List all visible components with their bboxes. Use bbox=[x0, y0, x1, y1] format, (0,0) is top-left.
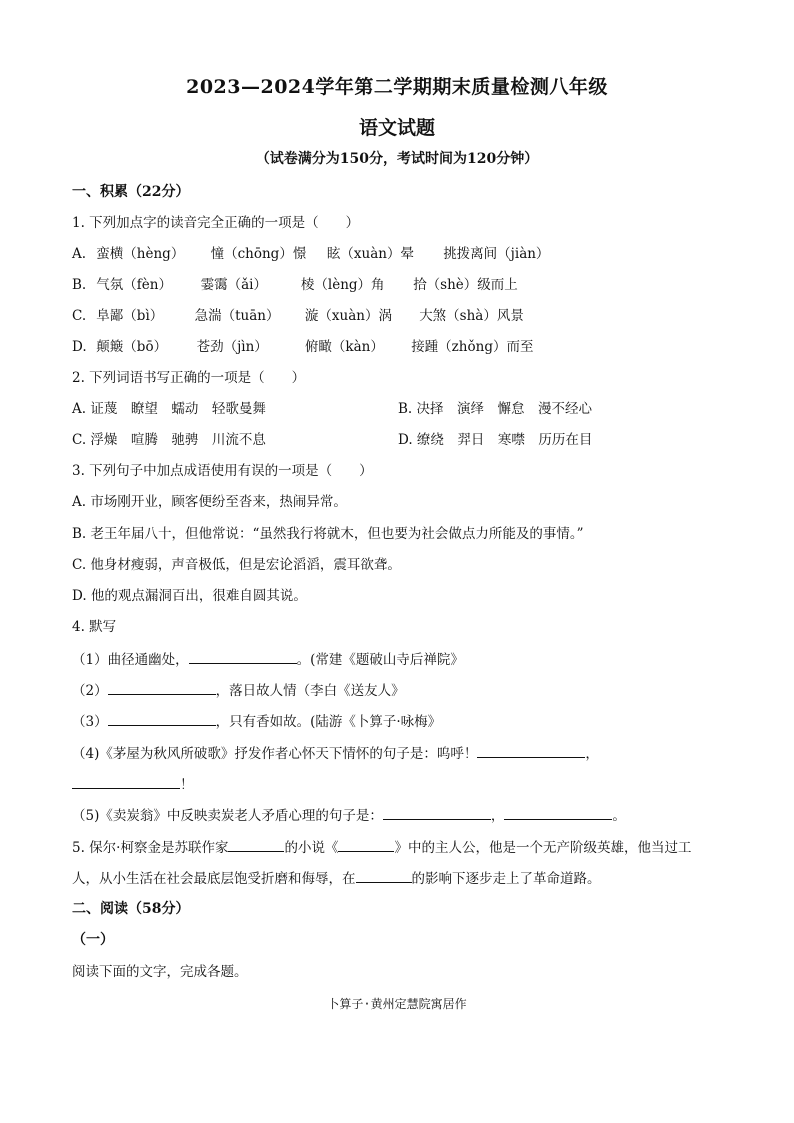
option-label: A. bbox=[72, 246, 87, 262]
option-item: 棱（lèng）角 bbox=[300, 277, 385, 293]
option-item: 蛮横（hèng） bbox=[96, 246, 185, 262]
answer-blank[interactable] bbox=[228, 837, 284, 852]
q1-stem: 1. 下列加点字的读音完全正确的一项是（ ） bbox=[72, 215, 360, 231]
subject-title: 语文试题 bbox=[358, 117, 435, 139]
option-item: 俯瞰（kàn） bbox=[304, 339, 384, 355]
text: 》中的主人公，他是一个无产阶级英雄，他当过工 bbox=[394, 840, 692, 856]
section-2-sub: （一） bbox=[72, 932, 114, 948]
option-item: 气氛（fèn） bbox=[96, 277, 172, 293]
option-item: 拾（shè）级而上 bbox=[413, 277, 518, 293]
text: ！ bbox=[180, 777, 194, 793]
q4-line-4 bbox=[72, 743, 599, 764]
exam-title: 2023—2024学年第二学期期末质量检测八年级 bbox=[186, 76, 608, 98]
option-item: 大煞（shà）风景 bbox=[419, 308, 524, 324]
text: ， bbox=[585, 746, 599, 762]
text: ，只有香如故。(陆游《卜算子·咏梅》 bbox=[215, 714, 442, 730]
reading-instruction: 阅读下面的文字，完成各题。 bbox=[72, 964, 248, 980]
option-label: D. bbox=[72, 339, 87, 355]
answer-blank[interactable] bbox=[477, 743, 585, 758]
q1-option-b bbox=[72, 275, 518, 295]
q1-option-c bbox=[72, 306, 524, 326]
q2-option-b: B. 决择 演绎 懈怠 漫不经心 bbox=[398, 401, 593, 417]
option-item: 接踵（zhǒng）而至 bbox=[411, 339, 534, 355]
q2-option-d: D. 缭绕 羿日 寒噤 历历在目 bbox=[398, 432, 593, 448]
section-1-heading: 一、积累（22分） bbox=[72, 184, 190, 200]
q2-option-a: A. 证蔑 瞭望 蠕动 轻歌曼舞 bbox=[72, 401, 266, 417]
answer-blank[interactable] bbox=[504, 805, 612, 820]
q4-line-4-cont bbox=[72, 774, 194, 795]
q4-line-2 bbox=[72, 680, 405, 701]
q4-line-3 bbox=[72, 711, 441, 732]
option-item: 眩（xuàn）晕 bbox=[326, 246, 414, 262]
q2-stem: 2. 下列词语书写正确的一项是（ ） bbox=[72, 370, 306, 386]
q3-option-b: B. 老王年届八十，但他常说：“虽然我行将就木，但也要为社会做点力所能及的事情。” bbox=[72, 526, 584, 542]
q4-stem: 4. 默写 bbox=[72, 619, 117, 635]
answer-blank[interactable] bbox=[108, 711, 216, 726]
section-2-heading: 二、阅读（58分） bbox=[72, 901, 190, 917]
q5-line-1 bbox=[72, 837, 691, 858]
q3-option-a: A. 市场刚开业，顾客便纷至沓来，热闹异常。 bbox=[72, 494, 347, 510]
answer-blank[interactable] bbox=[72, 774, 180, 789]
answer-blank[interactable] bbox=[108, 680, 216, 695]
q3-option-d: D. 他的观点漏洞百出，很难自圆其说。 bbox=[72, 588, 307, 604]
option-label: C. bbox=[72, 308, 87, 324]
answer-blank[interactable] bbox=[338, 837, 394, 852]
text: 。(常建《题破山寺后禅院》 bbox=[296, 652, 464, 668]
option-item: 漩（xuàn）涡 bbox=[304, 308, 392, 324]
option-item: 阜鄙（bì） bbox=[96, 308, 164, 324]
option-item: 颠簸（bō） bbox=[96, 339, 168, 355]
option-item: 急湍（tuān） bbox=[194, 308, 280, 324]
text: （5)《卖炭翁》中反映卖炭老人矛盾心理的句子是： bbox=[72, 808, 383, 824]
q3-option-c: C. 他身材瘦弱，声音极低，但是宏论滔滔，震耳欲聋。 bbox=[72, 557, 401, 573]
q5-line-2 bbox=[72, 868, 601, 889]
text: （4)《茅屋为秋风所破歌》抒发作者心怀天下情怀的句子是：呜呼！ bbox=[72, 746, 478, 762]
poem-title: 卜算子·黄州定慧院寓居作 bbox=[327, 997, 467, 1011]
option-item: 挑拨离间（jiàn） bbox=[443, 246, 550, 262]
exam-note: （试卷满分为150分，考试时间为120分钟） bbox=[255, 151, 539, 167]
option-item: 苍劲（jìn） bbox=[196, 339, 268, 355]
q1-option-d bbox=[72, 337, 533, 357]
text: 人，从小生活在社会最底层饱受折磨和侮辱，在 bbox=[72, 871, 356, 887]
option-item: 霎霭（ǎi） bbox=[200, 277, 267, 293]
option-item: 憧（chōng）憬 bbox=[210, 246, 307, 262]
option-label: B. bbox=[72, 277, 87, 293]
answer-blank[interactable] bbox=[383, 805, 491, 820]
text: ，落日故人情（李白《送友人》 bbox=[215, 683, 405, 699]
q3-stem: 3. 下列句子中加点成语使用有误的一项是（ ） bbox=[72, 463, 373, 479]
text: 的小说《 bbox=[284, 840, 339, 856]
text: 5. 保尔·柯察金是苏联作家 bbox=[72, 840, 229, 856]
answer-blank[interactable] bbox=[356, 868, 412, 883]
text: 。 bbox=[612, 808, 626, 824]
text: （1）曲径通幽处， bbox=[72, 652, 189, 668]
q4-line-1 bbox=[72, 649, 464, 670]
text: （2） bbox=[72, 683, 108, 699]
answer-blank[interactable] bbox=[189, 649, 297, 664]
text: （3） bbox=[72, 714, 108, 730]
q2-option-c: C. 浮燥 喧腾 驰骋 川流不息 bbox=[72, 432, 266, 448]
q1-option-a bbox=[72, 244, 549, 264]
text: ， bbox=[490, 808, 505, 824]
text: 的影响下逐步走上了革命道路。 bbox=[411, 871, 601, 887]
q4-line-5 bbox=[72, 805, 626, 826]
